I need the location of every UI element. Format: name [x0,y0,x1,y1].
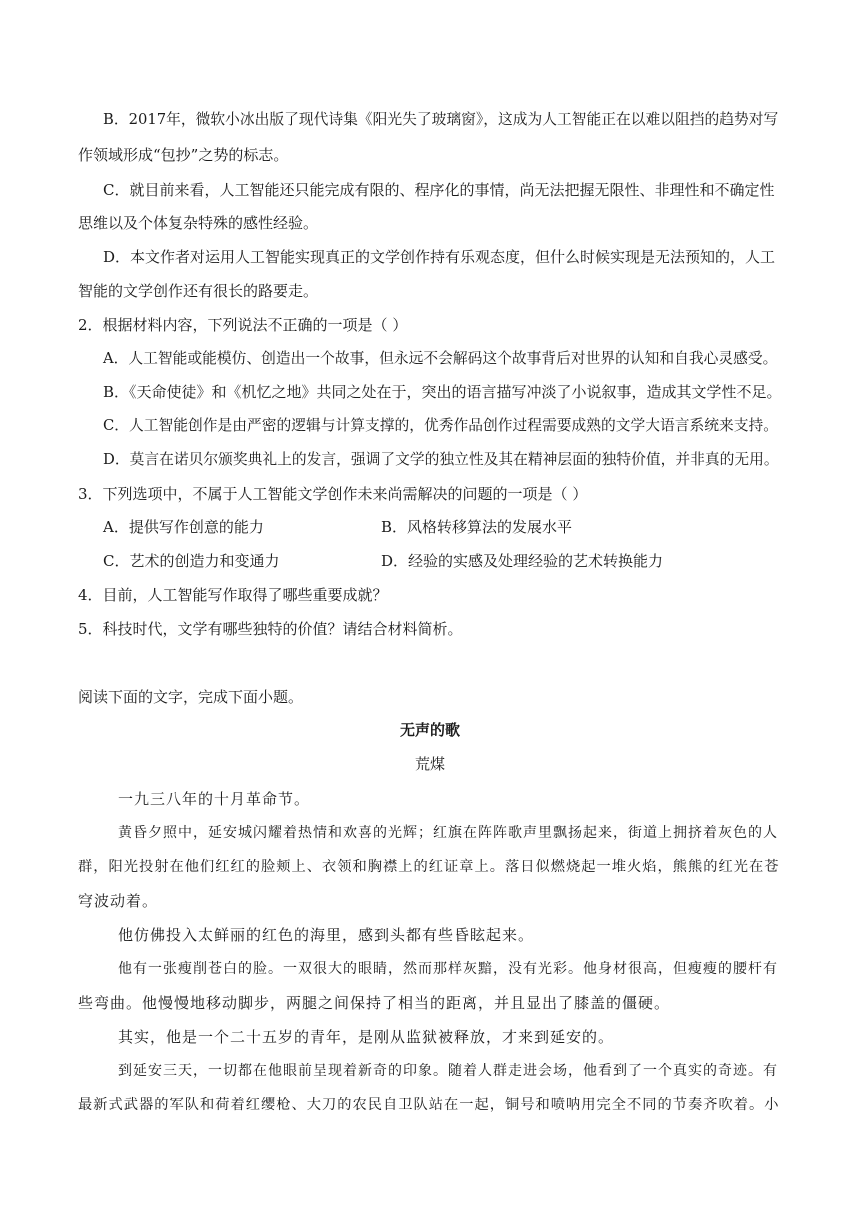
q1-option-c-line1: C．就目前来看，人工智能还只能完成有限的、程序化的事情，尚无法把握无限性、非理性和不确定性 [103,181,775,199]
story-paragraph-6-line1: 到延安三天，一切都在他眼前呈现着新奇的印象。随着人群走进会场，他看到了一个真实的奇迹。有 [118,1063,778,1079]
q3-stem: 3．下列选项中，不属于人工智能文学创作未来尚需解决的问题的一项是（ ） [78,485,588,503]
story-paragraph-2-line3: 穹波动着。 [78,892,159,910]
q1-option-b-line1: B．2017年，微软小冰出版了现代诗集《阳光失了玻璃窗》，这成为人工智能正在以难以阻挡的趋势对写 [103,111,779,128]
q2-option-b: B．《天命使徒》和《机忆之地》共同之处在于，突出的语言描写冲淡了小说叙事，造成其文学性不足。 [103,383,782,401]
story-paragraph-2-line2: 群，阳光投射在他们红红的脸颊上、衣领和胸襟上的红证章上。落日似燃烧起一堆火焰，熊熊的红光在苍 [78,859,780,875]
q5-question: 5．科技时代，文学有哪些独特的价值？请结合材料简析。 [78,620,463,638]
story-paragraph-2-line1: 黄昏夕照中，延安城闪耀着热情和欢喜的光辉；红旗在阵阵歌声里飘扬起来，街道上拥挤着灰色的人 [118,825,778,841]
q2-option-a: A．人工智能或能模仿、创造出一个故事，但永远不会解码这个故事背后对世界的认知和自我心灵感受。 [103,350,778,367]
story-paragraph-5: 其实，他是一个二十五岁的青年，是刚从监狱被释放，才来到延安的。 [118,1028,615,1046]
story-paragraph-6-line2: 最新式武器的军队和荷着红缨枪、大刀的农民自卫队站在一起，铜号和喷呐用完全不同的节奏齐吹着。小 [78,1097,780,1113]
q3-option-b: B．风格转移算法的发展水平 [381,518,573,536]
q2-stem: 2．根据材料内容，下列说法不正确的一项是（ ） [78,316,408,334]
q3-option-d: D．经验的实感及处理经验的艺术转换能力 [381,552,664,570]
story-paragraph-3: 他仿佛投入太鲜丽的红色的海里，感到头都有些昏眩起来。 [118,926,535,944]
story-author: 荒煤 [414,755,445,773]
q2-option-c: C．人工智能创作是由严密的逻辑与计算支撑的，优秀作品创作过程需要成熟的文学大语言系统来支持。 [103,417,779,434]
q3-option-c: C．艺术的创造力和变通力 [103,552,280,570]
story-title: 无声的歌 [399,721,460,739]
story-paragraph-1: 一九三八年的十月革命节。 [118,790,311,808]
q1-option-d-line1: D．本文作者对运用人工智能实现真正的文学创作持有乐观态度，但什么时候实现是无法预知的，人工 [103,248,776,266]
story-paragraph-4-line2: 些弯曲。他慢慢地移动脚步，两腿之间保持了相当的距离，并且显出了膝盖的僵硬。 [78,994,671,1012]
q2-option-d: D．莫言在诺贝尔颁奖典礼上的发言，强调了文学的独立性及其在精神层面的独特价值，并非真的无用。 [103,451,779,468]
q3-option-a: A．提供写作创意的能力 [103,518,264,536]
reading-instruction: 阅读下面的文字，完成下面小题。 [78,688,304,706]
q4-question: 4．目前，人工智能写作取得了哪些重要成就？ [78,586,388,604]
q1-option-c-line2: 思维以及个体复杂特殊的感性经验。 [78,214,319,232]
q1-option-d-line2: 智能的文学创作还有很长的路要走。 [78,282,319,300]
q1-option-b-line2: 作领域形成“包抄”之势的标志。 [78,146,289,164]
story-paragraph-4-line1: 他有一张瘦削苍白的脸。一双很大的眼睛，然而那样灰黯，没有光彩。他身材很高，但瘦瘦的腰杆有 [118,961,778,977]
